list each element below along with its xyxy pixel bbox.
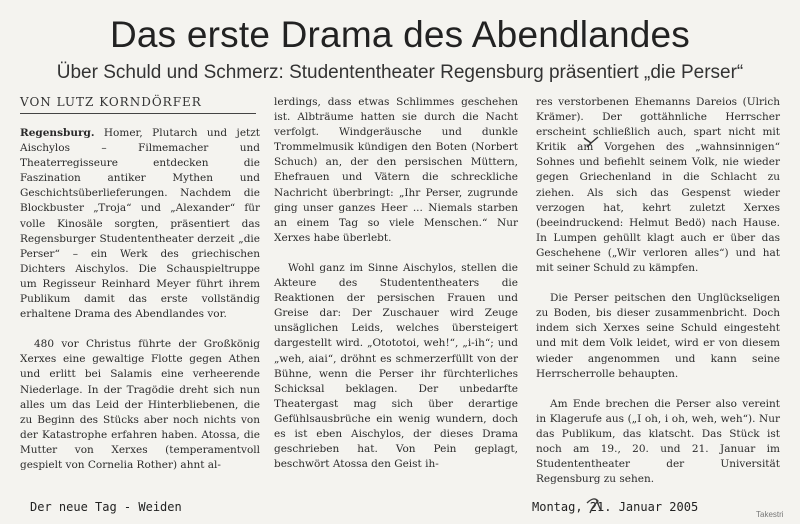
footer-date: Montag, 21. Januar 2005 [532,500,699,514]
paragraph [20,126,260,322]
article-column-3 [536,95,780,502]
footer-publication: Der neue Tag - Weiden [30,500,182,514]
paragraph: res verstorbenen Ehemanns Dareios (Ulrich Krämer). Der gottähnliche Herrscher erscheint schließlich auch, spart nicht mit Kritik am Vorgehen des „wahnsinnigen“ Sohnes und befiehlt seinem Volk, nie wieder gegen Griechenland in die Schlacht zu ziehen. Als sich das Gespenst wieder verzogen hat, kehrt zuletzt Xerxes (beeindruckend: Helmut Bedö) nach Hause. In Lumpen gehüllt klagt auch er über das Geschehene („Wir verloren alles“) und hat mit seiner Schuld zu kämpfen. [536,96,780,275]
paragraph: lerdings, dass etwas Schlimmes geschehen ist. Albträume hatten sie durch die Nacht verfolgt. Windgeräusche und dunkle Trommelmusik kündigen den Boten (Norbert Schuch) an, der den persischen Müttern, Ehefrauen und Vätern die schreckliche Nachricht überbringt: „Ihr Perser, zugrunde ging unser ganzes Heer ... Niemals starben an einem Tag so viele Menschen.“ Nur Xerxes habe überlebt. [274,96,518,244]
article-column-2 [274,95,518,487]
scan-credit: Takestri [756,510,784,519]
paragraph: Wohl ganz im Sinne Aischylos, stellen die Akteure des Studententheaters die Reaktionen der persischen Frauen und Greise dar: Der Zuschauer wird Zeuge unsäglichen Leids, welches übersteigert dargestellt wird. „Otototoi, weh!“, „i-ih“; und „weh, aiai“, dröhnt es schmerzerfüllt von der Bühne, wenn die Perser ihr fürchterliches Schicksal beklagen. Der unbedarfte Theatergast mag sich über derartige Gefühlsausbrüche ein wenig wundern, doch es ist eben Aischylos, der dieses Drama geschrieben hat. Von Pein geplagt, beschwört Atossa den Geist ih- [274,261,518,471]
paragraph: 480 vor Christus führte der Großkönig Xerxes eine gewaltige Flotte gegen Athen und erlitt bei Salamis eine verheerende Niederlage. In der Tragödie dreht sich nun alles um das Leid der Hinterbliebenen, die zu Beginn des Stücks aber noch nichts von der Katastrophe erfahren haben. Atossa, die Mutter von Xerxes (temperamentvoll gespielt von Cornelia Rother) ahnt al- [20,338,260,471]
paragraph: Am Ende brechen die Perser also vereint in Klagerufe aus („I oh, i oh, weh, weh“). Nur das Publikum, das klatscht. Das Stück ist noch am 19., 20. und 21. Januar im Studententheater der Universität Regensburg zu sehen. [536,397,780,486]
subhead: Über Schuld und Schmerz: Studententheater Regensburg präsentiert „die Perser“ [56,62,744,83]
byline-rule [20,113,256,114]
byline: VON LUTZ KORNDÖRFER [20,95,202,109]
pen-mark-icon [582,135,600,149]
headline: Das erste Drama des Abendlandes [109,14,691,55]
article-column-1 [20,126,260,488]
handwritten-date-correction-icon [584,495,606,517]
dateline: Regensburg. [20,127,95,139]
paragraph-text: Homer, Plutarch und jetzt Aischylos – Filmemacher und Theaterregisseure entdecken die Faszination antiker Mythen und Geschichtsüberlieferungen. Nachdem die Blockbuster „Troja“ und „Alexander“ für volle Kinosäle sorgten, präsentiert das Regensburger Studententheater derzeit „die Perser“ – ein Werk des griechischen Dichters Aischylos. Die Schauspieltruppe um Regisseur Reinhard Meyer führt ihrem Publikum damit das erste vollständig erhaltene Drama des Abendlandes vor. [20,127,260,321]
paragraph: Die Perser peitschen den Unglückseligen zu Boden, bis dieser zusammenbricht. Doch indem sich Xerxes seine Schuld eingesteht und mit dem Volk leidet, wird er von diesem wieder angenommen und kann seine Herrscherrolle behaupten. [536,292,780,380]
